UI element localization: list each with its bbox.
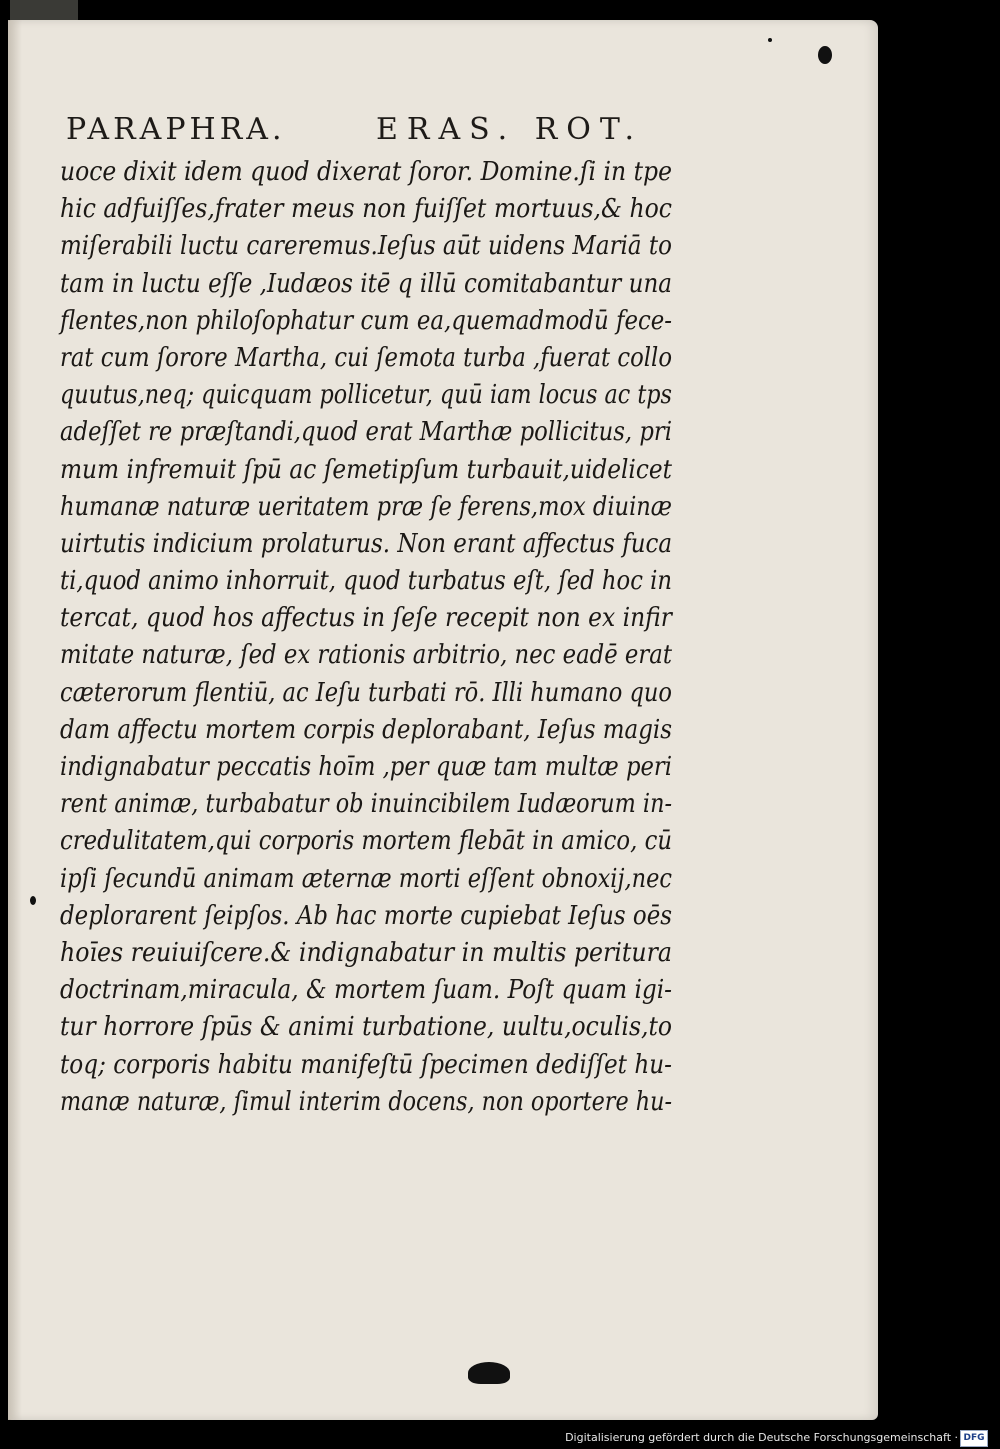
- text-line: hic adfuiſſes,frater meus non fuiſſet mortuus,& hoc: [60, 194, 672, 225]
- margin-mark: [30, 896, 36, 905]
- ink-speck: [768, 38, 772, 42]
- text-line: tam in luctu eſſe ,Iudæos itē q illū comitabantur una: [60, 268, 672, 299]
- text-line: uoce dixit idem quod dixerat ſoror. Domine.ſi in tpe: [60, 157, 672, 187]
- text-line: ti,quod animo inhorruit, quod turbatus eſt, ſed hoc in: [60, 566, 672, 597]
- text-line: miſerabili luctu careremus.Ieſus aūt uidens Mariā to: [60, 231, 672, 262]
- text-line: indignabatur peccatis hoīm ,per quæ tam multæ peri: [60, 752, 672, 782]
- text-line: humanæ naturæ ueritatem præ ſe ferens,mox diuinæ: [60, 491, 672, 522]
- text-line: hoīes reuiuiſcere.& indignabatur in multis peritura: [60, 937, 672, 968]
- running-head-left: PARAPHRA.: [66, 112, 286, 147]
- text-line: dam affectu mortem corpis deplorabant, Ieſus magis: [60, 714, 672, 745]
- text-line: credulitatem,qui corporis mortem flebāt in amico, cū: [60, 826, 672, 857]
- scan-corner-marker: [10, 0, 78, 20]
- text-line: rent animæ, turbabatur ob inuincibilem Iudæorum in-: [60, 789, 672, 820]
- text-line: toq; corporis habitu manifeſtū ſpecimen dediſſet hu-: [60, 1049, 672, 1080]
- funding-credit: Digitalisierung gefördert durch die Deutsche Forschungsgemeinschaft ·: [565, 1431, 958, 1444]
- page-gutter-shadow: [8, 20, 22, 1420]
- text-line: rat cum ſorore Martha, cui ſemota turba ,fuerat collo: [60, 342, 672, 373]
- text-line: cæterorum flentiū, ac Ieſu turbati rō. Illi humano quo: [60, 677, 672, 708]
- text-line: doctrinam,miracula, & mortem ſuam. Poſt quam igi-: [60, 975, 672, 1006]
- text-line: deplorarent ſeipſos. Ab hac morte cupiebat Ieſus oēs: [60, 900, 672, 931]
- text-line: uirtutis indicium prolaturus. Non erant affectus fuca: [60, 528, 672, 559]
- text-line: tercat, quod hos affectus in ſeſe recepit non ex infir: [60, 603, 672, 634]
- text-line: adeſſet re præſtandi,quod erat Marthæ pollicitus, pri: [60, 417, 672, 448]
- text-line: flentes,non philoſophatur cum ea,quemadmodū fece-: [60, 305, 672, 336]
- text-line: quutus,neq; quicquam pollicetur, quū iam locus ac tps: [60, 380, 672, 411]
- page-damage-mark: [468, 1362, 510, 1384]
- ink-blot: [818, 46, 832, 64]
- text-line: manæ naturæ, ſimul interim docens, non oportere hu-: [60, 1086, 672, 1117]
- text-line: ipſi ſecundū animam æternæ morti eſſent obnoxij,nec: [60, 863, 672, 894]
- running-head-right: ERAS. ROT.: [376, 112, 644, 147]
- running-head: [66, 112, 644, 147]
- body-text: [60, 154, 680, 1121]
- dfg-logo: DFG: [960, 1430, 988, 1447]
- text-line: tur horrore ſpūs & animi turbatione, uultu,oculis,to: [60, 1012, 672, 1043]
- text-line: mitate naturæ, ſed ex rationis arbitrio, nec eadē erat: [60, 640, 672, 671]
- text-line: mum infremuit ſpū ac ſemetipſum turbauit,uidelicet: [60, 454, 672, 485]
